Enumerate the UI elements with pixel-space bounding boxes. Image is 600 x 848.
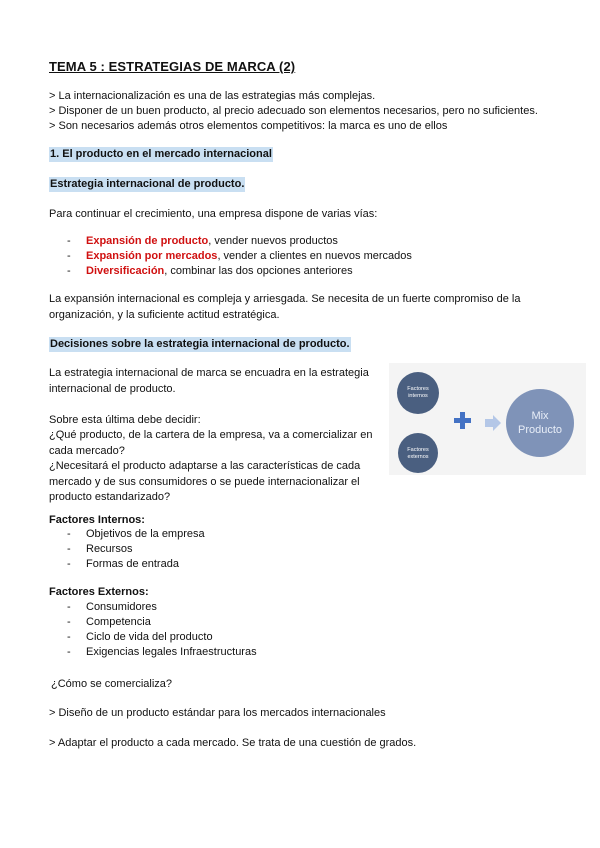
plus-icon xyxy=(460,412,465,429)
bullet-text: Recursos xyxy=(86,543,133,555)
paragraph-line: mercado y de sus consumidores o se puede internacionalizar el xyxy=(49,475,360,488)
paragraph-line: organización, y la suficiente actitud estratégica. xyxy=(49,308,280,321)
bullet-bold: Expansión de producto xyxy=(86,235,209,247)
paragraph-line: ¿Qué producto, de la cartera de la empresa, va a comercializar en xyxy=(49,429,373,441)
comercializa-question: ¿Cómo se comercializa? xyxy=(51,678,173,690)
diseno-line: > Diseño de un producto estándar para los mercados internacionales xyxy=(49,707,386,719)
subsection-heading-2: Decisiones sobre la estrategia internacional de producto. xyxy=(50,338,350,350)
mix-producto-circle xyxy=(506,389,574,457)
section-heading: 1. El producto en el mercado internacional xyxy=(50,148,272,160)
bullet-text: Ciclo de vida del producto xyxy=(86,631,213,643)
factores-internos-heading: Factores Internos: xyxy=(49,514,145,526)
paragraph-line: cada mercado? xyxy=(49,444,125,457)
bullet-text: Consumidores xyxy=(86,601,157,613)
bullet-dash: - xyxy=(67,235,71,247)
bullet-dash: - xyxy=(67,558,71,570)
paragraph-line: Sobre esta última debe decidir: xyxy=(49,413,201,426)
bullet-text: Competencia xyxy=(86,616,151,628)
bullet-dash: - xyxy=(67,631,71,643)
bullet-dash: - xyxy=(67,646,71,658)
bullet-dash: - xyxy=(67,265,71,277)
bullet-text: Exigencias legales Infraestructuras xyxy=(86,646,257,658)
internos-label-1: Factores xyxy=(407,386,429,392)
paragraph-line: producto estandarizado? xyxy=(49,491,171,503)
bullet-dash: - xyxy=(67,250,71,262)
decisiones-paragraph xyxy=(49,366,384,506)
externos-label-2: externos xyxy=(407,454,429,460)
internos-label-2: internos xyxy=(408,393,428,399)
externos-label-1: Factores xyxy=(407,447,429,453)
paragraph-line: internacional de producto. xyxy=(49,382,176,395)
paragraph-line: La expansión internacional es compleja y arriesgada. Se necesita de un fuerte compromiso de la xyxy=(49,293,521,305)
bullet-text: Objetivos de la empresa xyxy=(86,528,205,540)
paragraph-gap xyxy=(49,397,384,413)
factores-externos-circle xyxy=(398,433,438,473)
vias-intro: Para continuar el crecimiento, una empresa dispone de varias vías: xyxy=(49,208,378,220)
paragraph-line: ¿Necesitará el producto adaptarse a las características de cada xyxy=(49,460,361,472)
bullet-text: , vender nuevos productos xyxy=(208,235,338,247)
mix-producto-diagram xyxy=(389,363,586,475)
expansion-paragraph xyxy=(49,292,520,323)
factores-externos-heading: Factores Externos: xyxy=(49,586,149,598)
page-title: TEMA 5 : ESTRATEGIAS DE MARCA (2) xyxy=(49,59,296,74)
bullet-dash: - xyxy=(67,601,71,613)
intro-line-2: > Disponer de un buen producto, al precio adecuado son elementos necesarios, pero no suficientes. xyxy=(49,105,538,117)
paragraph-line: La estrategia internacional de marca se encuadra en la estrategia xyxy=(49,367,369,379)
bullet-text: , combinar las dos opciones anteriores xyxy=(164,265,353,277)
bullet-bold: Expansión por mercados xyxy=(86,250,218,262)
subsection-heading: Estrategia internacional de producto. xyxy=(50,178,245,190)
bullet-text: , vender a clientes en nuevos mercados xyxy=(217,250,412,262)
bullet-dash: - xyxy=(67,528,71,540)
mix-label-2: Producto xyxy=(517,424,563,436)
mix-label-1: Mix xyxy=(531,410,549,422)
bullet-text: Formas de entrada xyxy=(86,558,179,570)
intro-line-1: > La internacionalización es una de las estrategias más complejas. xyxy=(49,90,376,102)
bullet-dash: - xyxy=(67,616,71,628)
bullet-bold: Diversificación xyxy=(86,265,165,277)
adaptar-line: > Adaptar el producto a cada mercado. Se trata de una cuestión de grados. xyxy=(49,737,417,749)
intro-line-3: > Son necesarios además otros elementos competitivos: la marca es uno de ellos xyxy=(49,120,448,132)
bullet-dash: - xyxy=(67,543,71,555)
